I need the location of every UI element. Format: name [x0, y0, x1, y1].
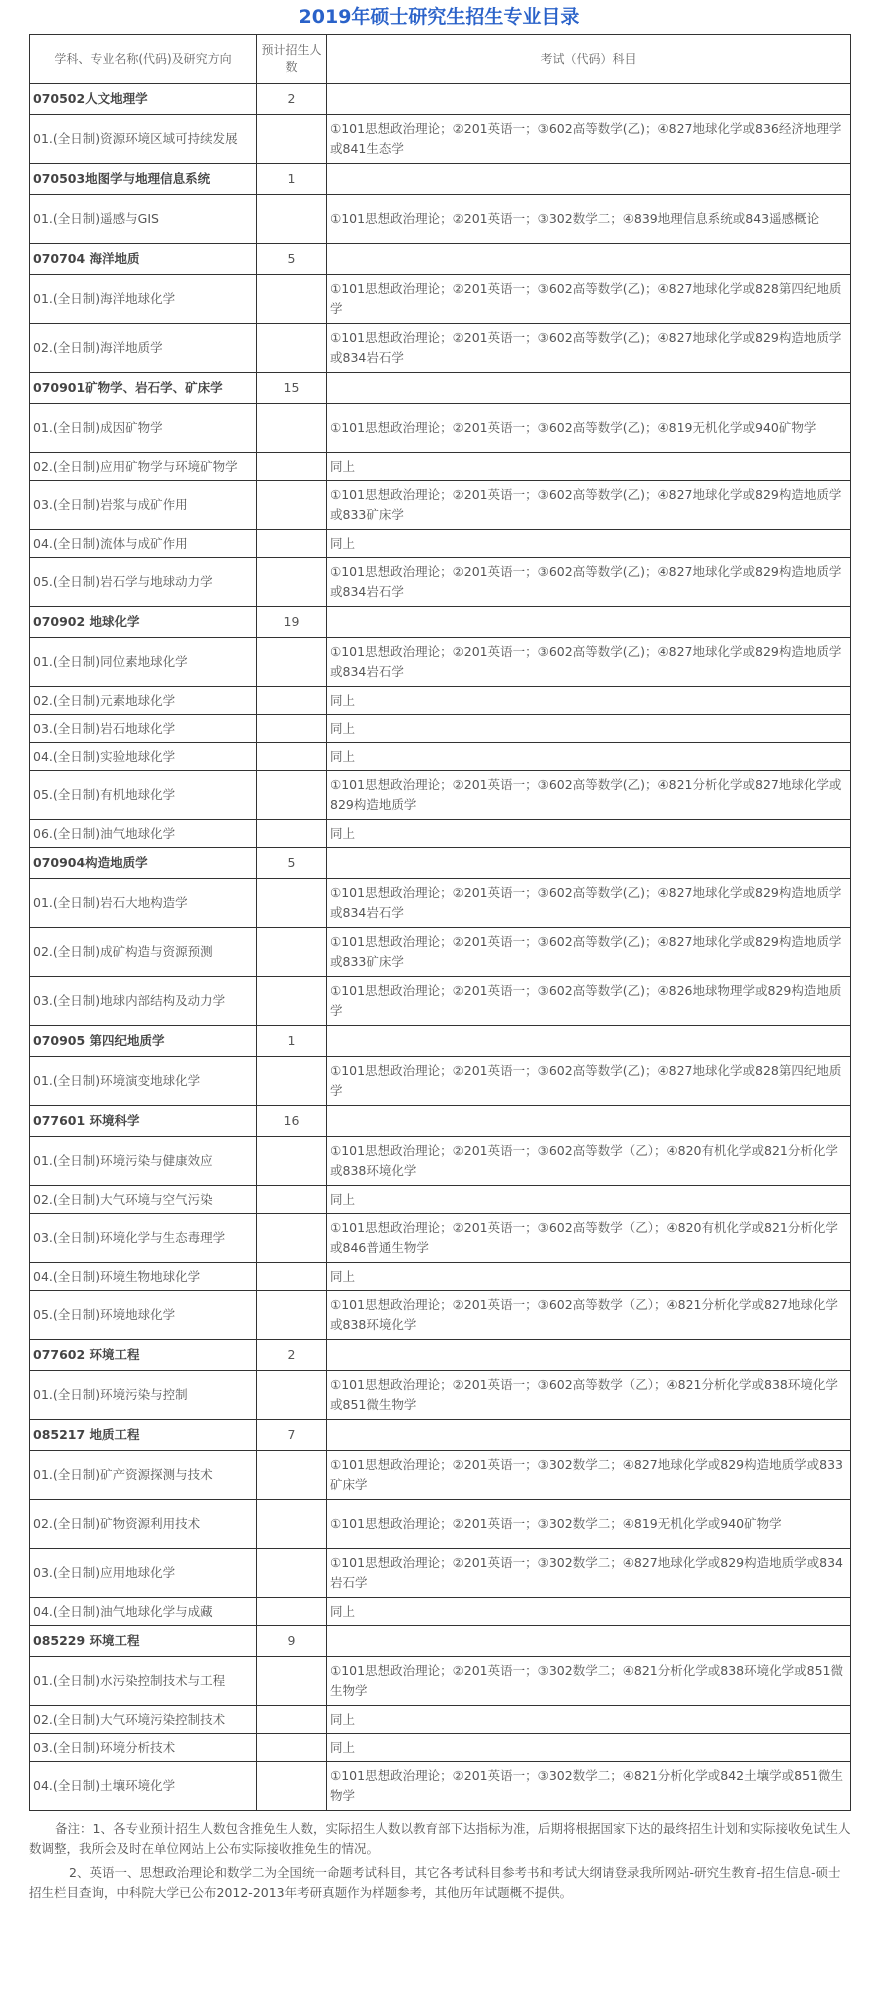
count-empty [257, 195, 327, 244]
exam-empty [327, 164, 851, 195]
research-direction: 01.(全日制)同位素地球化学 [30, 638, 257, 687]
major-name: 070904构造地质学 [30, 848, 257, 879]
count-empty [257, 1500, 327, 1549]
count-empty [257, 324, 327, 373]
direction-row [30, 1137, 851, 1186]
exam-empty [327, 1420, 851, 1451]
enrollment-count: 1 [257, 1026, 327, 1057]
direction-row [30, 1734, 851, 1762]
major-group-row [30, 244, 851, 275]
enrollment-count: 5 [257, 244, 327, 275]
research-direction: 01.(全日制)遥感与GIS [30, 195, 257, 244]
count-empty [257, 275, 327, 324]
research-direction: 01.(全日制)资源环境区域可持续发展 [30, 115, 257, 164]
exam-empty [327, 84, 851, 115]
research-direction: 05.(全日制)岩石学与地球动力学 [30, 558, 257, 607]
exam-subjects: 同上 [327, 1263, 851, 1291]
direction-row [30, 977, 851, 1026]
direction-row [30, 715, 851, 743]
research-direction: 02.(全日制)大气环境污染控制技术 [30, 1706, 257, 1734]
exam-subjects: 同上 [327, 530, 851, 558]
exam-empty [327, 1626, 851, 1657]
research-direction: 01.(全日制)环境污染与健康效应 [30, 1137, 257, 1186]
direction-row [30, 638, 851, 687]
direction-row [30, 404, 851, 453]
table-header-row [30, 35, 851, 84]
header-major: 学科、专业名称(代码)及研究方向 [30, 35, 257, 84]
exam-subjects: 同上 [327, 715, 851, 743]
exam-empty [327, 607, 851, 638]
direction-row [30, 743, 851, 771]
direction-row [30, 481, 851, 530]
count-empty [257, 1263, 327, 1291]
exam-empty [327, 1340, 851, 1371]
research-direction: 01.(全日制)海洋地球化学 [30, 275, 257, 324]
exam-subjects: ①101思想政治理论；②201英语一；③602高等数学(乙)；④827地球化学或828第四纪地质学 [327, 275, 851, 324]
count-empty [257, 1762, 327, 1811]
exam-subjects: 同上 [327, 743, 851, 771]
exam-subjects: ①101思想政治理论；②201英语一；③302数学二；④839地理信息系统或843遥感概论 [327, 195, 851, 244]
major-group-row [30, 373, 851, 404]
direction-row [30, 558, 851, 607]
research-direction: 05.(全日制)有机地球化学 [30, 771, 257, 820]
research-direction: 04.(全日制)土壤环境化学 [30, 1762, 257, 1811]
count-empty [257, 638, 327, 687]
enrollment-count: 2 [257, 84, 327, 115]
major-name: 070902 地球化学 [30, 607, 257, 638]
major-group-row [30, 1106, 851, 1137]
research-direction: 02.(全日制)海洋地质学 [30, 324, 257, 373]
direction-row [30, 1706, 851, 1734]
exam-subjects: 同上 [327, 453, 851, 481]
direction-row [30, 1186, 851, 1214]
exam-empty [327, 373, 851, 404]
major-name: 085217 地质工程 [30, 1420, 257, 1451]
exam-empty [327, 1106, 851, 1137]
header-count: 预计招生人数 [257, 35, 327, 84]
count-empty [257, 1451, 327, 1500]
direction-row [30, 1057, 851, 1106]
direction-row [30, 530, 851, 558]
exam-empty [327, 848, 851, 879]
count-empty [257, 1706, 327, 1734]
direction-row [30, 1657, 851, 1706]
exam-subjects: ①101思想政治理论；②201英语一；③602高等数学（乙）；④821分析化学或827地球化学或838环境化学 [327, 1291, 851, 1340]
major-group-row [30, 1026, 851, 1057]
research-direction: 04.(全日制)流体与成矿作用 [30, 530, 257, 558]
enrollment-count: 9 [257, 1626, 327, 1657]
direction-row [30, 275, 851, 324]
research-direction: 01.(全日制)环境污染与控制 [30, 1371, 257, 1420]
direction-row [30, 1371, 851, 1420]
research-direction: 01.(全日制)岩石大地构造学 [30, 879, 257, 928]
exam-subjects: 同上 [327, 687, 851, 715]
count-empty [257, 928, 327, 977]
count-empty [257, 1734, 327, 1762]
major-group-row [30, 848, 851, 879]
direction-row [30, 1214, 851, 1263]
enrollment-count: 16 [257, 1106, 327, 1137]
research-direction: 03.(全日制)应用地球化学 [30, 1549, 257, 1598]
major-group-row [30, 1340, 851, 1371]
exam-subjects: ①101思想政治理论；②201英语一；③302数学二；④827地球化学或829构造地质学或833矿床学 [327, 1451, 851, 1500]
exam-subjects: 同上 [327, 1706, 851, 1734]
direction-row [30, 687, 851, 715]
exam-subjects: 同上 [327, 820, 851, 848]
enrollment-count: 7 [257, 1420, 327, 1451]
exam-empty [327, 1026, 851, 1057]
direction-row [30, 115, 851, 164]
count-empty [257, 1598, 327, 1626]
research-direction: 01.(全日制)水污染控制技术与工程 [30, 1657, 257, 1706]
direction-row [30, 771, 851, 820]
count-empty [257, 1549, 327, 1598]
research-direction: 01.(全日制)环境演变地球化学 [30, 1057, 257, 1106]
direction-row [30, 879, 851, 928]
research-direction: 04.(全日制)实验地球化学 [30, 743, 257, 771]
research-direction: 02.(全日制)矿物资源利用技术 [30, 1500, 257, 1549]
enrollment-count: 19 [257, 607, 327, 638]
research-direction: 02.(全日制)成矿构造与资源预测 [30, 928, 257, 977]
count-empty [257, 453, 327, 481]
research-direction: 05.(全日制)环境地球化学 [30, 1291, 257, 1340]
research-direction: 03.(全日制)地球内部结构及动力学 [30, 977, 257, 1026]
direction-row [30, 324, 851, 373]
count-empty [257, 820, 327, 848]
exam-subjects: ①101思想政治理论；②201英语一；③602高等数学(乙)；④827地球化学或829构造地质学或834岩石学 [327, 558, 851, 607]
research-direction: 02.(全日制)大气环境与空气污染 [30, 1186, 257, 1214]
major-name: 070503地图学与地理信息系统 [30, 164, 257, 195]
page-title: 2019年硕士研究生招生专业目录 [298, 6, 580, 28]
major-group-row [30, 84, 851, 115]
count-empty [257, 530, 327, 558]
research-direction: 03.(全日制)环境化学与生态毒理学 [30, 1214, 257, 1263]
exam-subjects: ①101思想政治理论；②201英语一；③602高等数学(乙)；④827地球化学或828第四纪地质学 [327, 1057, 851, 1106]
exam-subjects: ①101思想政治理论；②201英语一；③302数学二；④827地球化学或829构造地质学或834岩石学 [327, 1549, 851, 1598]
research-direction: 01.(全日制)成因矿物学 [30, 404, 257, 453]
direction-row [30, 1500, 851, 1549]
research-direction: 02.(全日制)元素地球化学 [30, 687, 257, 715]
exam-subjects: ①101思想政治理论；②201英语一；③602高等数学(乙)；④827地球化学或829构造地质学或833矿床学 [327, 481, 851, 530]
direction-row [30, 195, 851, 244]
major-name: 070704 海洋地质 [30, 244, 257, 275]
research-direction: 03.(全日制)岩石地球化学 [30, 715, 257, 743]
direction-row [30, 1598, 851, 1626]
exam-subjects: ①101思想政治理论；②201英语一；③602高等数学(乙)；④821分析化学或827地球化学或829构造地质学 [327, 771, 851, 820]
enrollment-count: 1 [257, 164, 327, 195]
research-direction: 02.(全日制)应用矿物学与环境矿物学 [30, 453, 257, 481]
research-direction: 04.(全日制)油气地球化学与成藏 [30, 1598, 257, 1626]
count-empty [257, 558, 327, 607]
exam-subjects: ①101思想政治理论；②201英语一；③602高等数学(乙)；④827地球化学或829构造地质学或834岩石学 [327, 638, 851, 687]
exam-subjects: ①101思想政治理论；②201英语一；③602高等数学（乙）；④820有机化学或821分析化学或838环境化学 [327, 1137, 851, 1186]
major-group-row [30, 1420, 851, 1451]
exam-subjects: 同上 [327, 1734, 851, 1762]
direction-row [30, 453, 851, 481]
direction-row [30, 1291, 851, 1340]
count-empty [257, 1186, 327, 1214]
major-group-row [30, 607, 851, 638]
exam-subjects: ①101思想政治理论；②201英语一；③602高等数学(乙)；④826地球物理学或829构造地质学 [327, 977, 851, 1026]
exam-subjects: ①101思想政治理论；②201英语一；③602高等数学(乙)；④819无机化学或940矿物学 [327, 404, 851, 453]
count-empty [257, 687, 327, 715]
research-direction: 01.(全日制)矿产资源探测与技术 [30, 1451, 257, 1500]
catalog-table [29, 34, 851, 1811]
exam-subjects: 同上 [327, 1598, 851, 1626]
count-empty [257, 771, 327, 820]
count-empty [257, 1291, 327, 1340]
major-group-row [30, 1626, 851, 1657]
count-empty [257, 404, 327, 453]
notes [29, 1819, 852, 1903]
major-group-row [30, 164, 851, 195]
table-body [30, 84, 851, 1811]
exam-subjects: ①101思想政治理论；②201英语一；③602高等数学(乙)；④827地球化学或829构造地质学或834岩石学 [327, 879, 851, 928]
exam-subjects: 同上 [327, 1186, 851, 1214]
count-empty [257, 1371, 327, 1420]
research-direction: 03.(全日制)岩浆与成矿作用 [30, 481, 257, 530]
header-exam: 考试（代码）科目 [327, 35, 851, 84]
count-empty [257, 1214, 327, 1263]
count-empty [257, 481, 327, 530]
count-empty [257, 115, 327, 164]
exam-subjects: ①101思想政治理论；②201英语一；③602高等数学(乙)；④827地球化学或829构造地质学或834岩石学 [327, 324, 851, 373]
exam-subjects: ①101思想政治理论；②201英语一；③602高等数学（乙）；④821分析化学或838环境化学或851微生物学 [327, 1371, 851, 1420]
count-empty [257, 715, 327, 743]
exam-subjects: ①101思想政治理论；②201英语一；③602高等数学（乙）；④820有机化学或821分析化学或846普通生物学 [327, 1214, 851, 1263]
exam-subjects: ①101思想政治理论；②201英语一；③602高等数学(乙)；④827地球化学或836经济地理学或841生态学 [327, 115, 851, 164]
major-name: 077602 环境工程 [30, 1340, 257, 1371]
direction-row [30, 1451, 851, 1500]
research-direction: 04.(全日制)环境生物地球化学 [30, 1263, 257, 1291]
direction-row [30, 928, 851, 977]
count-empty [257, 1137, 327, 1186]
major-name: 070502人文地理学 [30, 84, 257, 115]
direction-row [30, 1762, 851, 1811]
count-empty [257, 977, 327, 1026]
enrollment-count: 15 [257, 373, 327, 404]
enrollment-count: 2 [257, 1340, 327, 1371]
note-2: 2、英语一、思想政治理论和数学二为全国统一命题考试科目，其它各考试科目参考书和考试大纲请登录我所网站-研究生教育-招生信息-硕士招生栏目查询，中科院大学已公布2012-2013年考研真题作为样题参考，其他历年试题概不提供。 [29, 1865, 841, 1900]
count-empty [257, 1057, 327, 1106]
major-name: 070905 第四纪地质学 [30, 1026, 257, 1057]
major-name: 077601 环境科学 [30, 1106, 257, 1137]
direction-row [30, 1263, 851, 1291]
direction-row [30, 1549, 851, 1598]
count-empty [257, 1657, 327, 1706]
exam-empty [327, 244, 851, 275]
exam-subjects: ①101思想政治理论；②201英语一；③302数学二；④819无机化学或940矿物学 [327, 1500, 851, 1549]
count-empty [257, 743, 327, 771]
research-direction: 03.(全日制)环境分析技术 [30, 1734, 257, 1762]
major-name: 085229 环境工程 [30, 1626, 257, 1657]
note-1: 备注：1、各专业预计招生人数包含推免生人数，实际招生人数以教育部下达指标为准，后期将根据国家下达的最终招生计划和实际接收免试生人数调整，我所会及时在单位网站上公布实际接收推免生的情况。 [29, 1821, 851, 1856]
enrollment-count: 5 [257, 848, 327, 879]
major-name: 070901矿物学、岩石学、矿床学 [30, 373, 257, 404]
exam-subjects: ①101思想政治理论；②201英语一；③302数学二；④821分析化学或838环境化学或851微生物学 [327, 1657, 851, 1706]
exam-subjects: ①101思想政治理论；②201英语一；③302数学二；④821分析化学或842土壤学或851微生物学 [327, 1762, 851, 1811]
count-empty [257, 879, 327, 928]
exam-subjects: ①101思想政治理论；②201英语一；③602高等数学(乙)；④827地球化学或829构造地质学或833矿床学 [327, 928, 851, 977]
research-direction: 06.(全日制)油气地球化学 [30, 820, 257, 848]
direction-row [30, 820, 851, 848]
